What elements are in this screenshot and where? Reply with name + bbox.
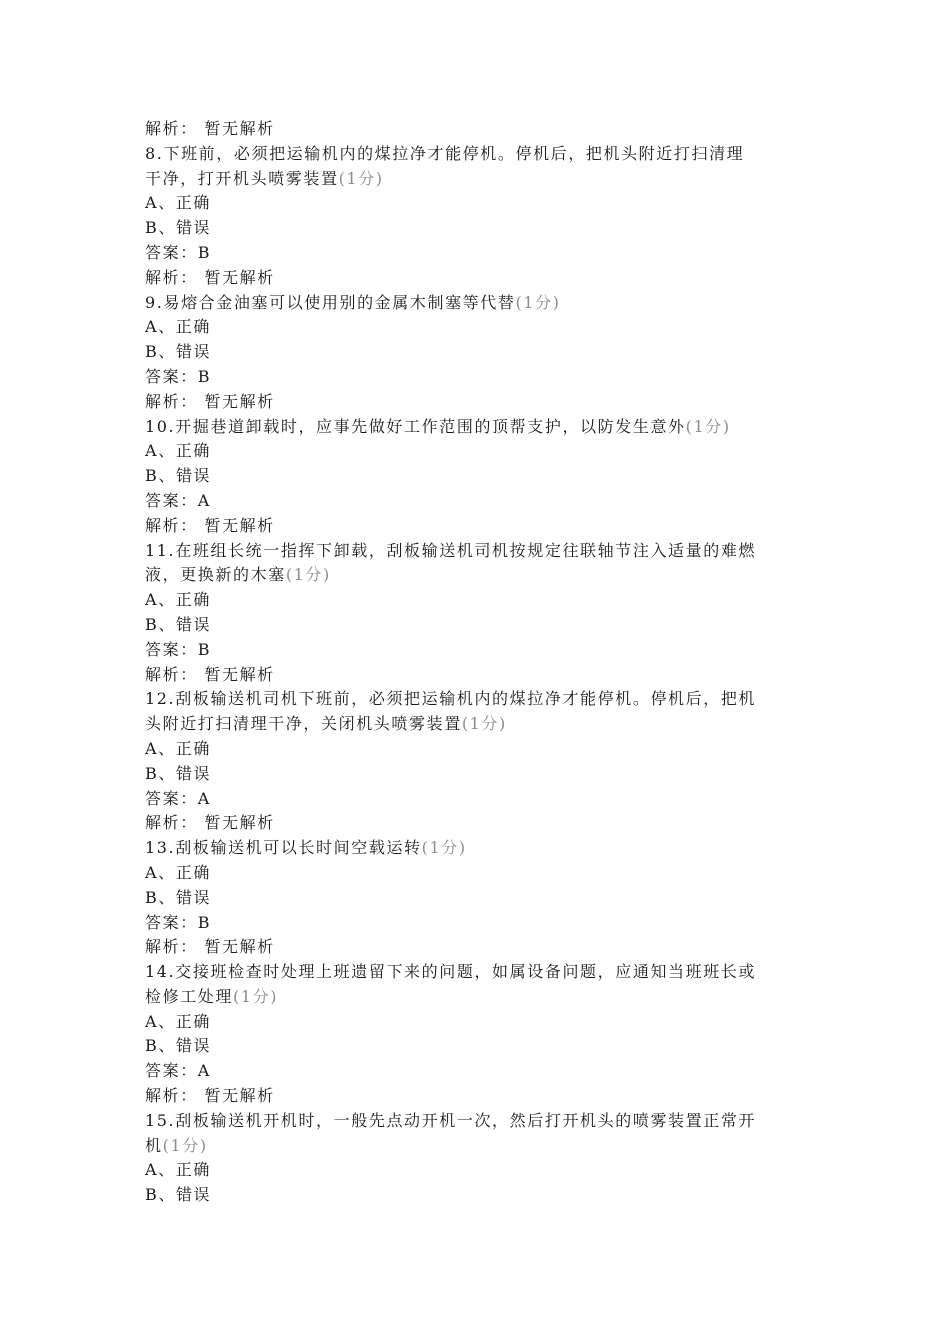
question-text: 13.刮板输送机可以长时间空载运转(1分) — [145, 838, 467, 858]
document-page — [145, 117, 815, 1208]
option-b: B、错误 — [145, 763, 212, 783]
question-block — [145, 539, 815, 688]
analysis-line: 解析： 暂无解析 — [145, 664, 275, 684]
answer-line: 答案：A — [145, 788, 211, 808]
score-label: (1分) — [233, 986, 279, 1006]
option-b: B、错误 — [145, 887, 212, 907]
answer-line: 答案：B — [145, 242, 212, 262]
option-a: A、正确 — [145, 1160, 211, 1180]
question-text: 9.易熔合金油塞可以使用别的金属木制塞等代替(1分) — [145, 292, 561, 312]
analysis-line: 解析： 暂无解析 — [145, 937, 275, 957]
question-block — [145, 836, 815, 960]
question-text-continued: 液，更换新的木塞(1分) — [145, 565, 331, 585]
question-text-continued: 头附近打扫清理干净，关闭机头喷雾装置(1分) — [145, 714, 507, 734]
option-a: A、正确 — [145, 193, 211, 213]
score-label: (1分) — [285, 565, 331, 585]
question-block — [145, 415, 815, 539]
option-b: B、错误 — [145, 1185, 212, 1205]
question-text-continued: 机(1分) — [145, 1135, 208, 1155]
option-b: B、错误 — [145, 466, 212, 486]
option-b: B、错误 — [145, 614, 212, 634]
option-a: A、正确 — [145, 1011, 211, 1031]
option-a: A、正确 — [145, 317, 211, 337]
score-label: (1分) — [421, 838, 467, 858]
answer-line: 答案：A — [145, 1061, 211, 1081]
question-block — [145, 960, 815, 1109]
question-text: 12.刮板输送机司机下班前，必须把运输机内的煤拉净才能停机。停机后，把机 — [145, 689, 757, 709]
score-label: (1分) — [461, 714, 507, 734]
question-text: 11.在班组长统一指挥下卸载，刮板输送机司机按规定往联轴节注入适量的难燃 — [145, 540, 757, 560]
question-block — [145, 1109, 815, 1208]
answer-line: 答案：A — [145, 490, 211, 510]
question-block — [145, 687, 815, 836]
option-a: A、正确 — [145, 441, 211, 461]
option-b: B、错误 — [145, 218, 212, 238]
answer-line: 答案：B — [145, 912, 212, 932]
question-text: 15.刮板输送机开机时，一般先点动开机一次，然后打开机头的喷雾装置正常开 — [145, 1110, 757, 1130]
score-label: (1分) — [515, 292, 561, 312]
option-b: B、错误 — [145, 1036, 212, 1056]
score-label: (1分) — [162, 1135, 208, 1155]
analysis-line: 解析： 暂无解析 — [145, 391, 275, 411]
option-b: B、错误 — [145, 342, 212, 362]
question-text: 10.开掘巷道卸载时，应事先做好工作范围的顶帮支护，以防发生意外(1分) — [145, 416, 731, 436]
score-label: (1分) — [338, 168, 384, 188]
analysis-line: 解析： 暂无解析 — [145, 267, 275, 287]
answer-line: 答案：B — [145, 639, 212, 659]
question-text: 14.交接班检查时处理上班遗留下来的问题，如属设备问题，应通知当班班长或 — [145, 962, 757, 982]
analysis-line: 解析： 暂无解析 — [145, 119, 275, 138]
question-text-continued: 检修工处理(1分) — [145, 986, 279, 1006]
option-a: A、正确 — [145, 590, 211, 610]
analysis-line: 解析： 暂无解析 — [145, 515, 275, 535]
answer-line: 答案：B — [145, 366, 212, 386]
score-label: (1分) — [685, 416, 731, 436]
option-a: A、正确 — [145, 862, 211, 882]
question-block — [145, 291, 815, 415]
analysis-line: 解析： 暂无解析 — [145, 1086, 275, 1106]
question-text-continued: 干净，打开机头喷雾装置(1分) — [145, 168, 384, 188]
analysis-line: 解析： 暂无解析 — [145, 813, 275, 833]
option-a: A、正确 — [145, 738, 211, 758]
question-block — [145, 142, 815, 291]
question-text: 8.下班前，必须把运输机内的煤拉净才能停机。停机后，把机头附近打扫清理 — [145, 143, 745, 163]
